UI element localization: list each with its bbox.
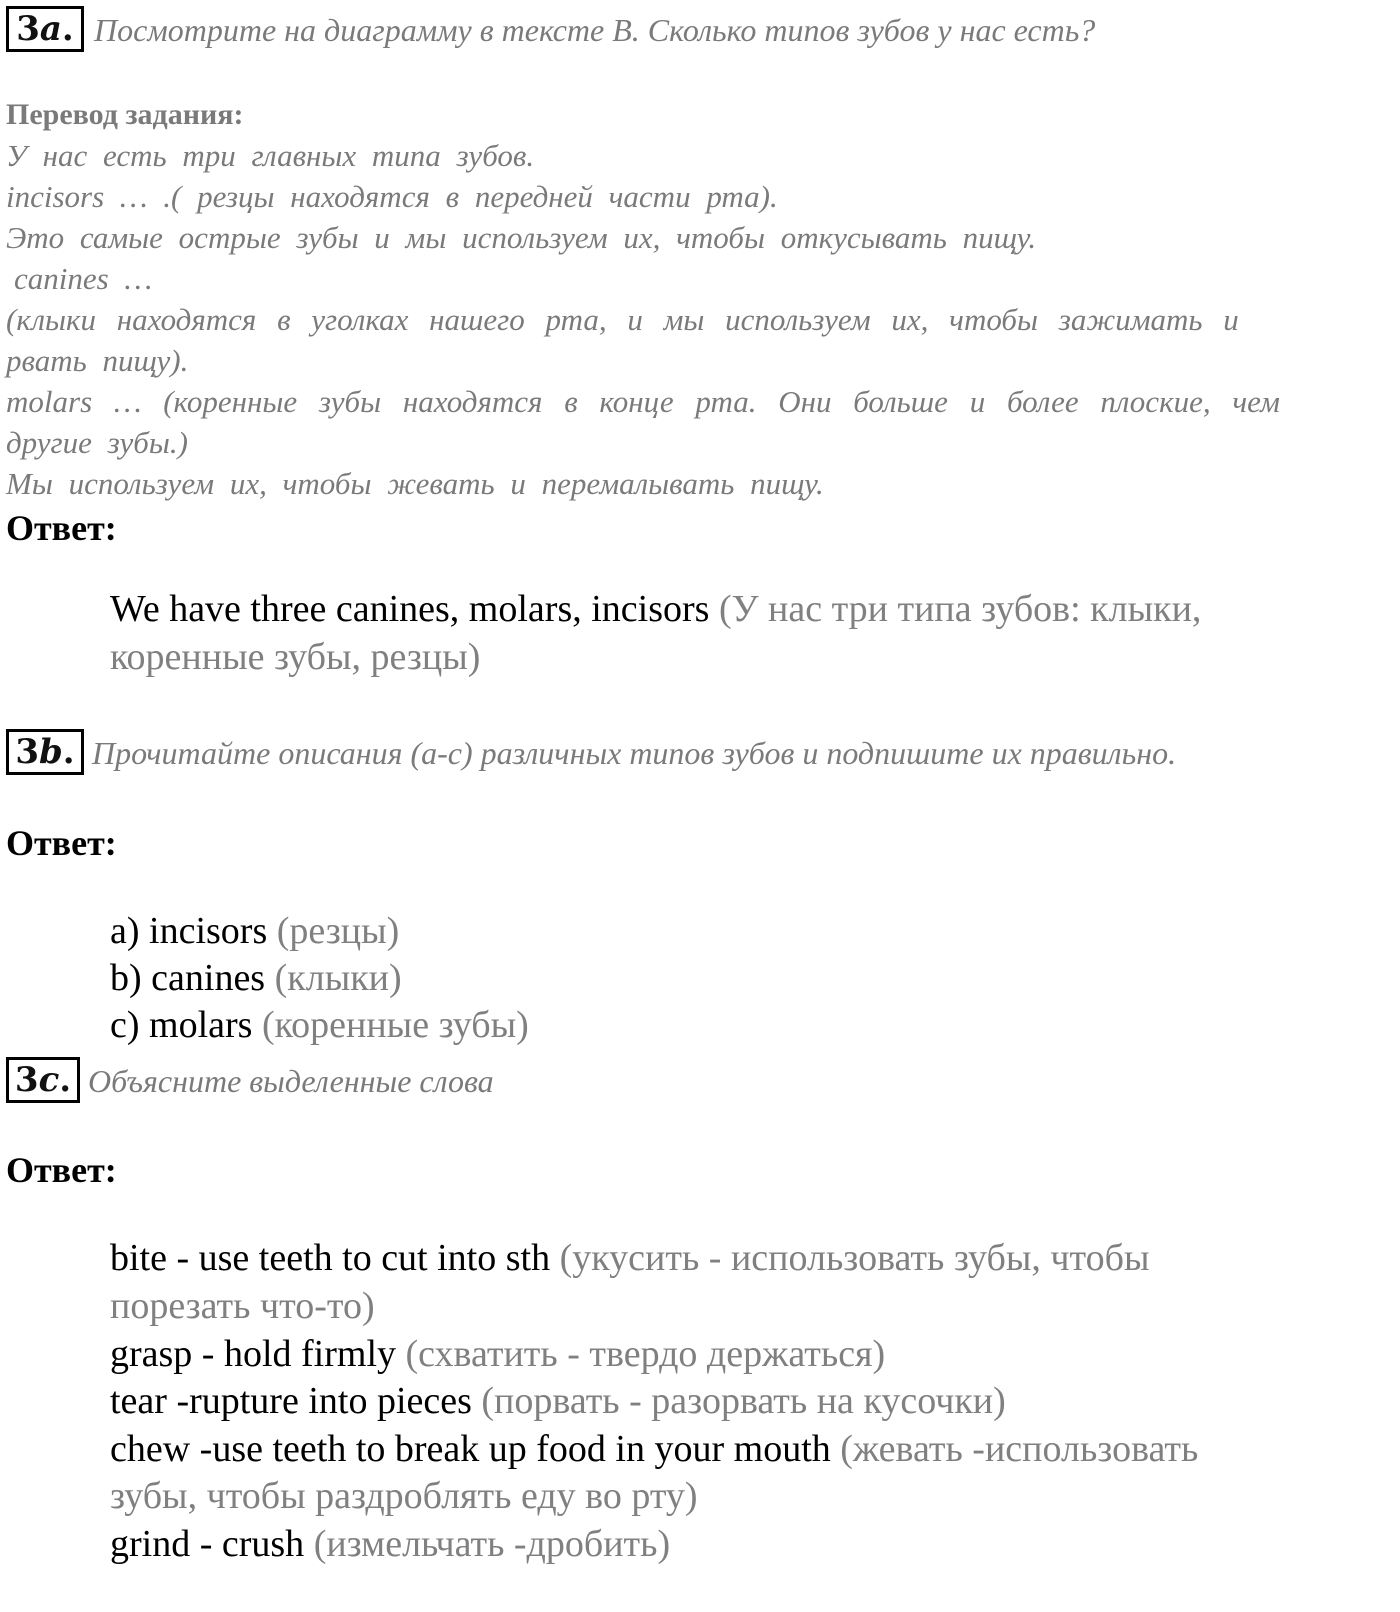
task-3b-answer-item [110,909,399,953]
answer-russian: (клыки) [274,957,402,999]
translation-line: (клыки находятся в уголках нашего рта, и мы используем их, чтобы зажимать и [6,302,1239,337]
answer-russian: (схватить - твердо держаться) [405,1333,886,1375]
task-letter: c [38,1060,60,1100]
answer-english: a) incisors [110,910,268,952]
answer-russian: порезать что-то) [110,1285,375,1327]
task-3c-prompt: Объясните выделенные слова [88,1063,494,1099]
task-dot: . [61,9,74,49]
translation-line: другие зубы.) [6,425,188,460]
task-3c-answer-line [110,1427,1198,1471]
task-3a-answer-continued [110,635,480,679]
task-letter: b [39,732,63,772]
task-3c-number-box [6,1057,80,1103]
task-3b-prompt: Прочитайте описания (а-с) различных типов зубов и подпишите их правильно. [92,735,1177,771]
task-3c-answer-line [110,1522,670,1566]
answer-russian: (измельчать -дробить) [313,1523,671,1565]
answer-label: Ответ: [6,1150,117,1190]
translation-line: рвать пищу). [6,343,189,378]
translation-heading: Перевод задания: [6,98,244,131]
answer-russian: коренные зубы, резцы) [110,636,481,678]
translation-line: incisors … .( резцы находятся в передней части рта). [6,179,778,214]
answer-russian: (У нас три типа зубов: клыки, [718,588,1202,630]
task-3a-answer [110,587,1201,631]
answer-label: Ответ: [6,508,117,548]
task-letter: a [39,9,62,49]
task-number: 3 [14,1060,39,1100]
task-3c-answer-line [110,1379,1006,1423]
answer-english: tear -rupture into pieces [110,1380,472,1422]
translation-line: molars … (коренные зубы находятся в конце рта. Они больше и более плоские, чем [6,384,1280,419]
answer-russian: зубы, чтобы раздроблять еду во рту) [110,1475,698,1517]
translation-line: Мы используем их, чтобы жевать и перемалывать пищу. [6,466,824,501]
task-dot: . [59,1060,72,1100]
task-3a-number-box [6,6,84,52]
task-3c-answer-line [110,1284,375,1328]
task-3b-number-box [6,729,84,775]
answer-russian: (резцы) [276,910,400,952]
answer-english: grind - crush [110,1523,305,1565]
answer-russian: (порвать - разорвать на кусочки) [481,1380,1006,1422]
task-3b-answer-item [110,1003,529,1047]
task-3c-answer-line [110,1236,1150,1280]
answer-russian: (коренные зубы) [261,1004,529,1046]
task-3a-prompt: Посмотрите на диаграмму в тексте В. Сколько типов зубов у нас есть? [94,12,1096,48]
task-3b-answer-item [110,956,402,1000]
answer-english: We have three canines, molars, incisors [110,588,710,630]
answer-label: Ответ: [6,823,117,863]
task-3c-answer-line [110,1474,698,1518]
answer-english: c) molars [110,1004,253,1046]
answer-russian: (жевать -использовать [840,1428,1199,1470]
answer-english: b) canines [110,957,266,999]
translation-line: Это самые острые зубы и мы используем их, чтобы откусывать пищу. [6,220,1037,255]
answer-english: chew -use teeth to break up food in your mouth [110,1428,831,1470]
task-dot: . [62,732,75,772]
answer-english: bite - use teeth to cut into sth [110,1237,551,1279]
translation-line: У нас есть три главных типа зубов. [6,138,535,173]
task-number: 3 [16,9,40,49]
answer-russian: (укусить - использовать зубы, чтобы [559,1237,1150,1279]
translation-line: canines … [14,261,153,296]
answer-english: grasp - hold firmly [110,1333,397,1375]
task-number: 3 [15,732,40,772]
task-3c-answer-line [110,1332,885,1376]
